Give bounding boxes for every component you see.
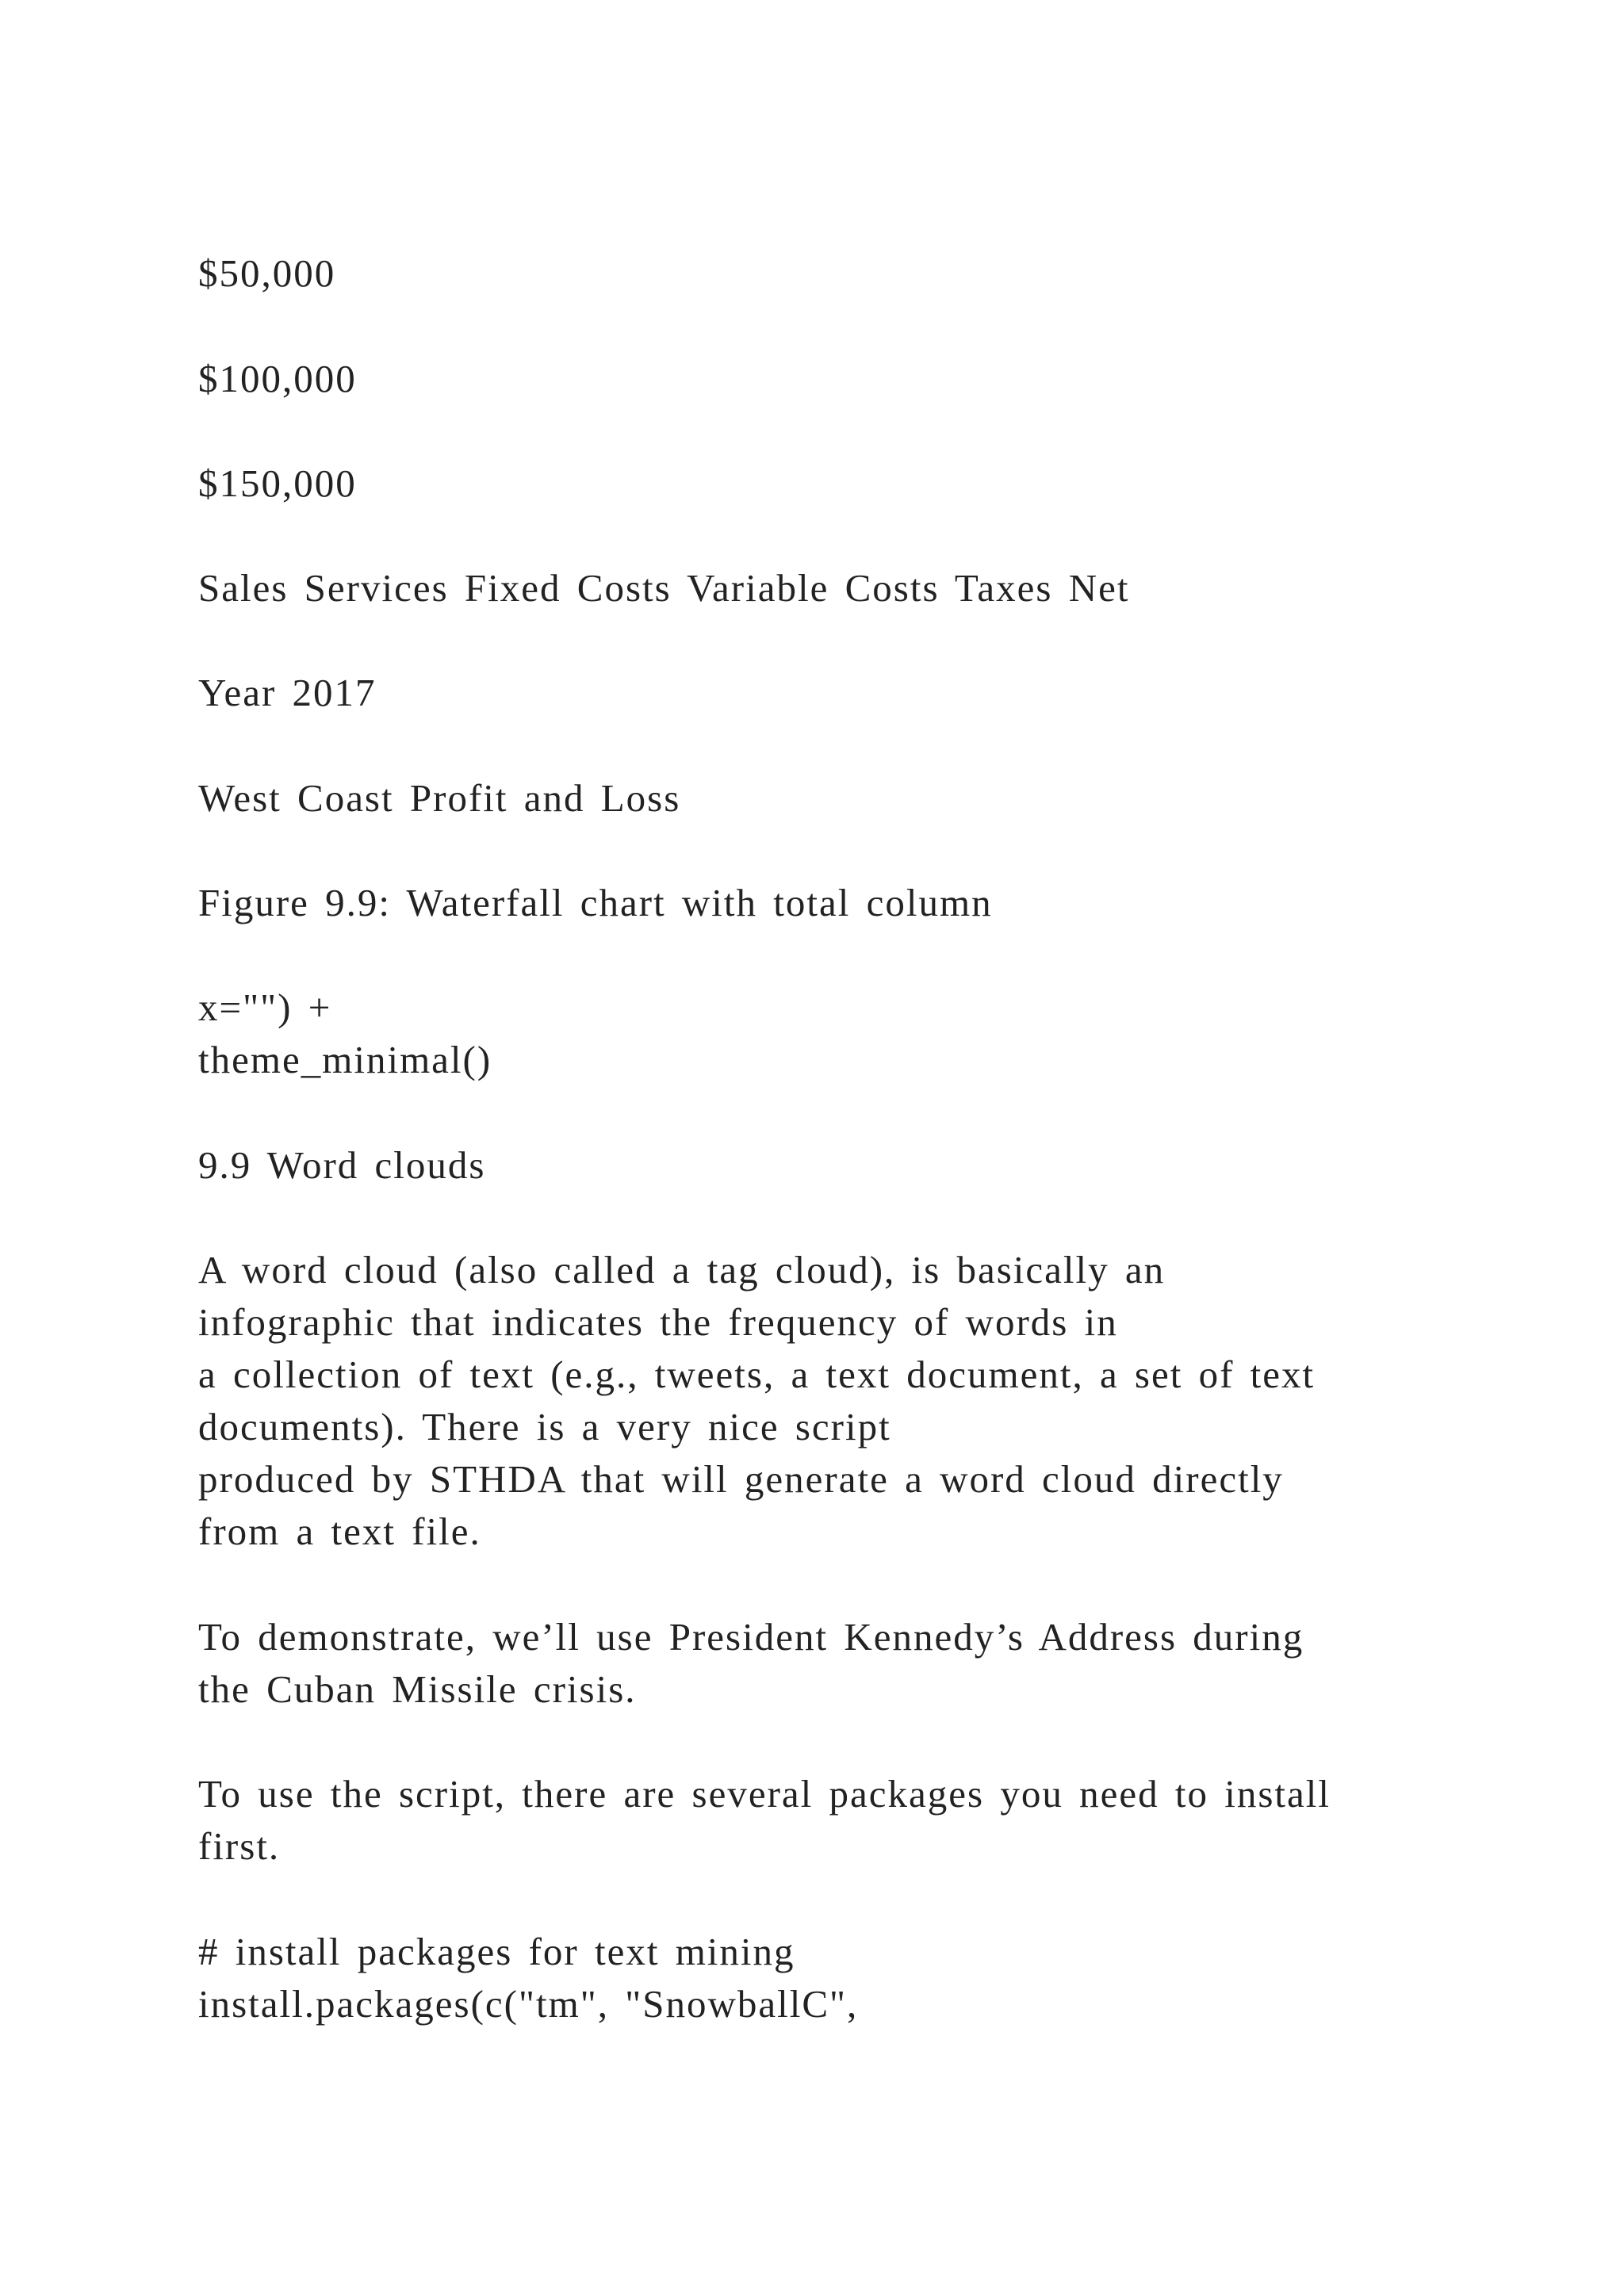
- code-line: theme_minimal(): [198, 1038, 492, 1081]
- x-axis-title: Year 2017: [198, 671, 377, 714]
- paragraph-line: infographic that indicates the frequency of words in: [198, 1300, 1118, 1344]
- axis-label-150000: $150,000: [198, 461, 357, 505]
- paragraph-line: produced by STHDA that will generate a word cloud directly: [198, 1457, 1284, 1501]
- paragraph-line: the Cuban Missile crisis.: [198, 1667, 637, 1711]
- category-labels: Sales Services Fixed Costs Variable Costs Taxes Net: [198, 566, 1130, 610]
- paragraph-line: a collection of text (e.g., tweets, a text document, a set of text: [198, 1353, 1316, 1396]
- chart-title: West Coast Profit and Loss: [198, 776, 681, 820]
- section-heading: 9.9 Word clouds: [198, 1143, 486, 1187]
- paragraph-line: documents). There is a very nice script: [198, 1405, 891, 1448]
- figure-caption: Figure 9.9: Waterfall chart with total column: [198, 881, 993, 924]
- code-comment: # install packages for text mining: [198, 1930, 795, 1973]
- paragraph-line: first.: [198, 1824, 281, 1868]
- paragraph-line: To use the script, there are several packages you need to install: [198, 1772, 1331, 1816]
- paragraph-line: from a text file.: [198, 1510, 481, 1553]
- code-line: install.packages(c("tm", "SnowballC",: [198, 1982, 859, 2026]
- axis-label-100000: $100,000: [198, 357, 357, 400]
- code-line: x="") +: [198, 985, 332, 1029]
- paragraph-line: To demonstrate, we’ll use President Kennedy’s Address during: [198, 1615, 1304, 1659]
- paragraph-line: A word cloud (also called a tag cloud), is basically an: [198, 1248, 1166, 1292]
- axis-label-50000: $50,000: [198, 251, 336, 295]
